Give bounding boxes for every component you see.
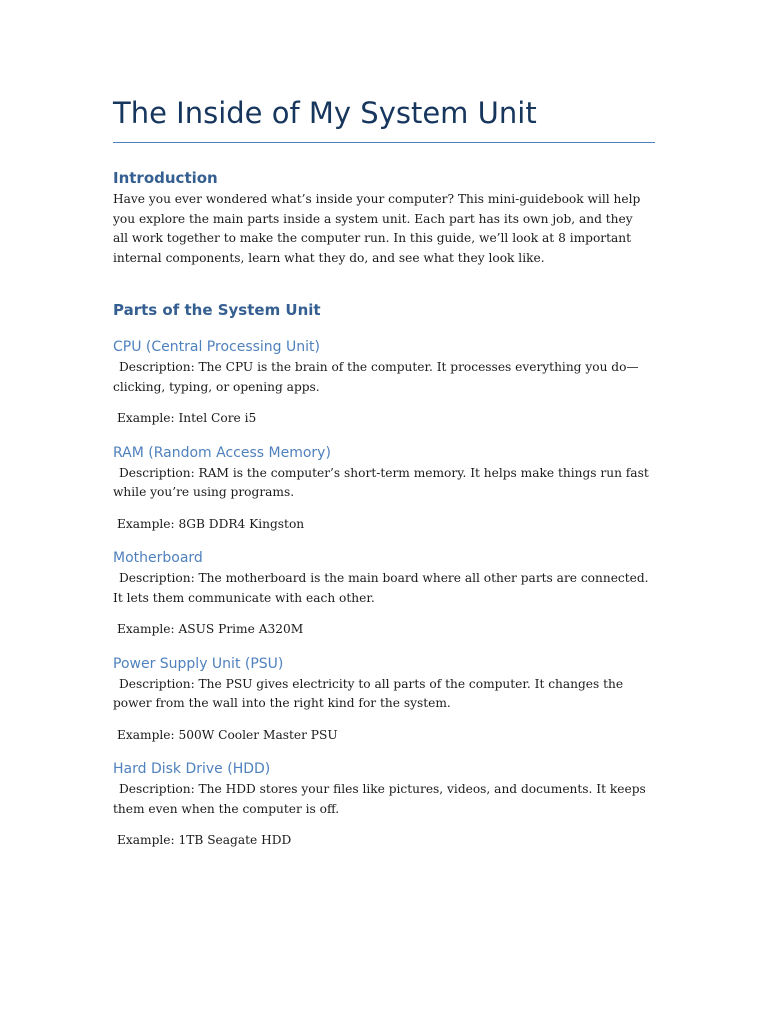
part-section-hdd [113, 759, 655, 851]
part-description: Description: The HDD stores your files like pictures, videos, and documents. It keeps them even when the computer is off. [113, 782, 646, 816]
part-example: Example: 8GB DDR4 Kingston [117, 516, 305, 531]
part-section-motherboard [113, 548, 655, 640]
part-example: Example: Intel Core i5 [117, 411, 257, 425]
part-description: Description: The motherboard is the main board where all other parts are connected. It lets them communicate with each other. [113, 571, 649, 605]
introduction-text: Have you ever wondered what’s inside your computer? This mini-guidebook will help you explore the main parts inside a system unit. Each part has its own job, and they all work together to make the computer run. In this guide, we’ll look at 8 important internal components, learn what they do, and see what they look like. [113, 192, 641, 265]
part-example: Example: 1TB Seagate HDD [117, 833, 292, 847]
part-heading: CPU (Central Processing Unit) [113, 339, 320, 355]
parts-heading: Parts of the System Unit [113, 301, 321, 319]
part-section-psu [113, 654, 655, 746]
part-section-ram [113, 443, 655, 535]
part-heading: Hard Disk Drive (HDD) [113, 761, 271, 777]
part-example: Example: ASUS Prime A320M [117, 622, 304, 636]
part-heading: RAM (Random Access Memory) [113, 444, 331, 461]
part-description: Description: RAM is the computer’s short-term memory. It helps make things run fast while you’re using programs. [113, 465, 649, 499]
part-example: Example: 500W Cooler Master PSU [117, 727, 338, 742]
introduction-heading: Introduction [113, 169, 218, 187]
part-heading: Motherboard [113, 550, 203, 566]
part-description: Description: The PSU gives electricity to all parts of the computer. It changes the power from the wall into the right kind for the system. [113, 676, 624, 710]
document-title: The Inside of My System Unit [113, 92, 655, 143]
part-heading: Power Supply Unit (PSU) [113, 655, 284, 672]
part-section-cpu [113, 337, 655, 429]
document-page [113, 92, 655, 851]
part-description: Description: The CPU is the brain of the computer. It processes everything you do—clicking, typing, or opening apps. [113, 360, 639, 394]
